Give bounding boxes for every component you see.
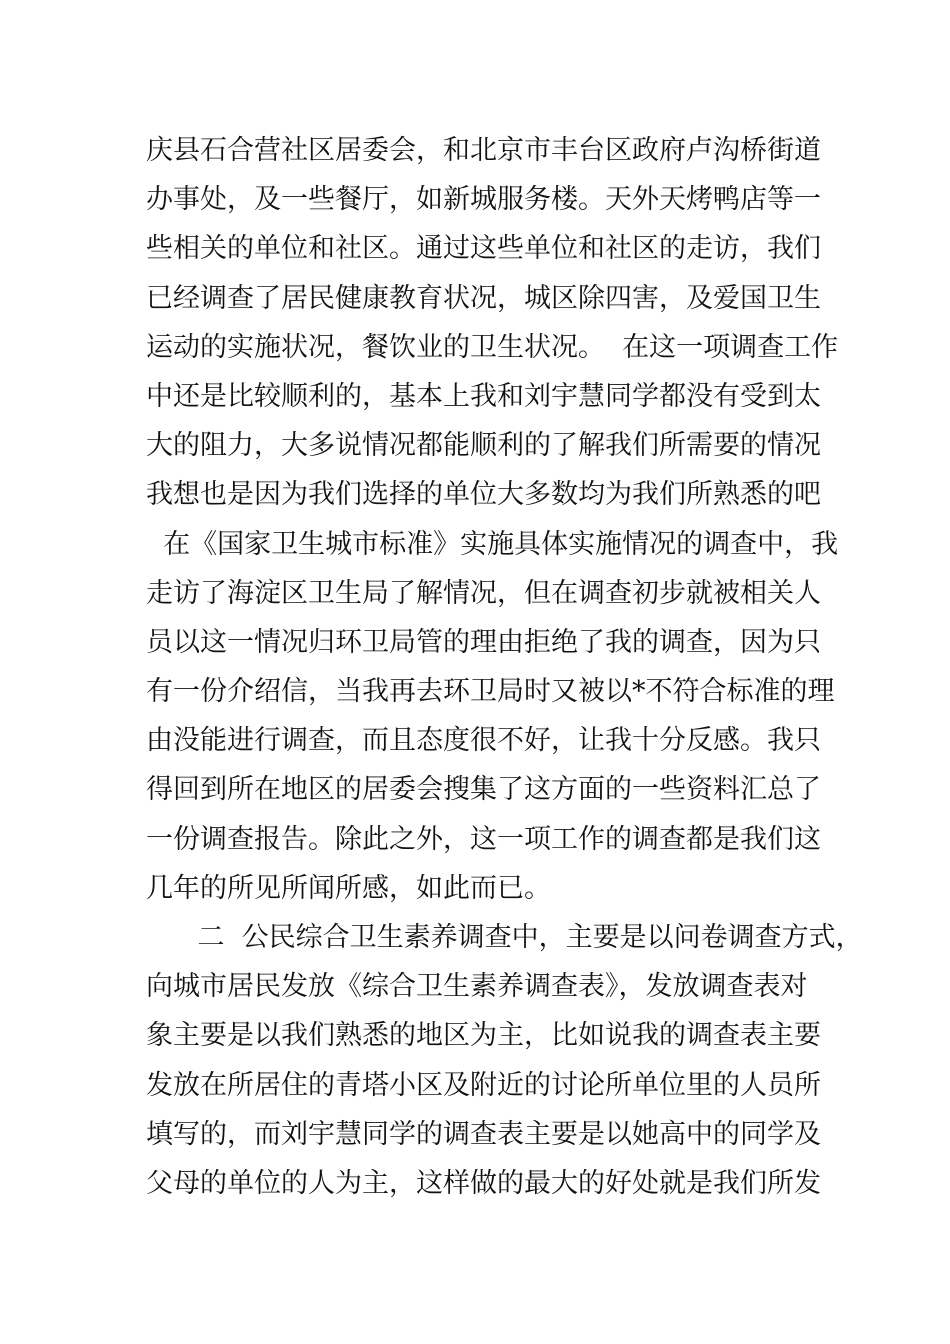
text-line: 我想也是因为我们选择的单位大多数均为我们所熟悉的吧: [146, 479, 821, 511]
text-line: 象主要是以我们熟悉的地区为主，比如说我的调查表主要: [146, 1020, 821, 1052]
body-text: [146, 126, 863, 1208]
text-line: 走访了海淀区卫生局了解情况，但在调查初步就被相关人: [146, 577, 821, 609]
text-line: 有一份介绍信，当我再去环卫局时又被以*不符合标准的理: [146, 676, 835, 708]
text-line: 填写的，而刘宇慧同学的调查表主要是以她高中的同学及: [146, 1118, 821, 1150]
text-line: 由没能进行调查，而且态度很不好，让我十分反感。我只: [146, 725, 821, 757]
text-line: 已经调查了居民健康教育状况，城区除四害，及爱国卫生: [146, 282, 821, 314]
text-line: 运动的实施状况，餐饮业的卫生状况。 在这一项调查工作: [146, 331, 839, 363]
text-line: 庆县石合营社区居委会，和北京市丰台区政府卢沟桥街道: [146, 135, 821, 166]
text-line: 发放在所居住的青塔小区及附近的讨论所单位里的人员所: [146, 1069, 821, 1101]
text-line: 得回到所在地区的居委会搜集了这方面的一些资料汇总了: [146, 774, 821, 806]
text-line: 父母的单位的人为主，这样做的最大的好处就是我们所发: [146, 1167, 821, 1199]
text-line: 向城市居民发放《综合卫生素养调查表》，发放调查表对: [146, 971, 808, 1003]
text-line: 员以这一情况归环卫局管的理由拒绝了我的调查，因为只: [146, 626, 821, 658]
text-line: 二 公民综合卫生素养调查中，主要是以问卷调查方式，: [146, 922, 863, 953]
text-line: 中还是比较顺利的，基本上我和刘宇慧同学都没有受到太: [146, 380, 821, 412]
text-line: 在《国家卫生城市标准》实施具体实施情况的调查中，我: [146, 528, 839, 560]
text-line: 些相关的单位和社区。通过这些单位和社区的走访，我们: [146, 233, 821, 265]
text-line: 办事处，及一些餐厅，如新城服务楼。天外天烤鸭店等一: [146, 184, 821, 216]
text-line: 几年的所见所闻所感，如此而已。: [146, 872, 551, 904]
text-line: 一份调查报告。除此之外，这一项工作的调查都是我们这: [146, 823, 821, 855]
text-line: 大的阻力，大多说情况都能顺利的了解我们所需要的情况: [146, 430, 821, 462]
